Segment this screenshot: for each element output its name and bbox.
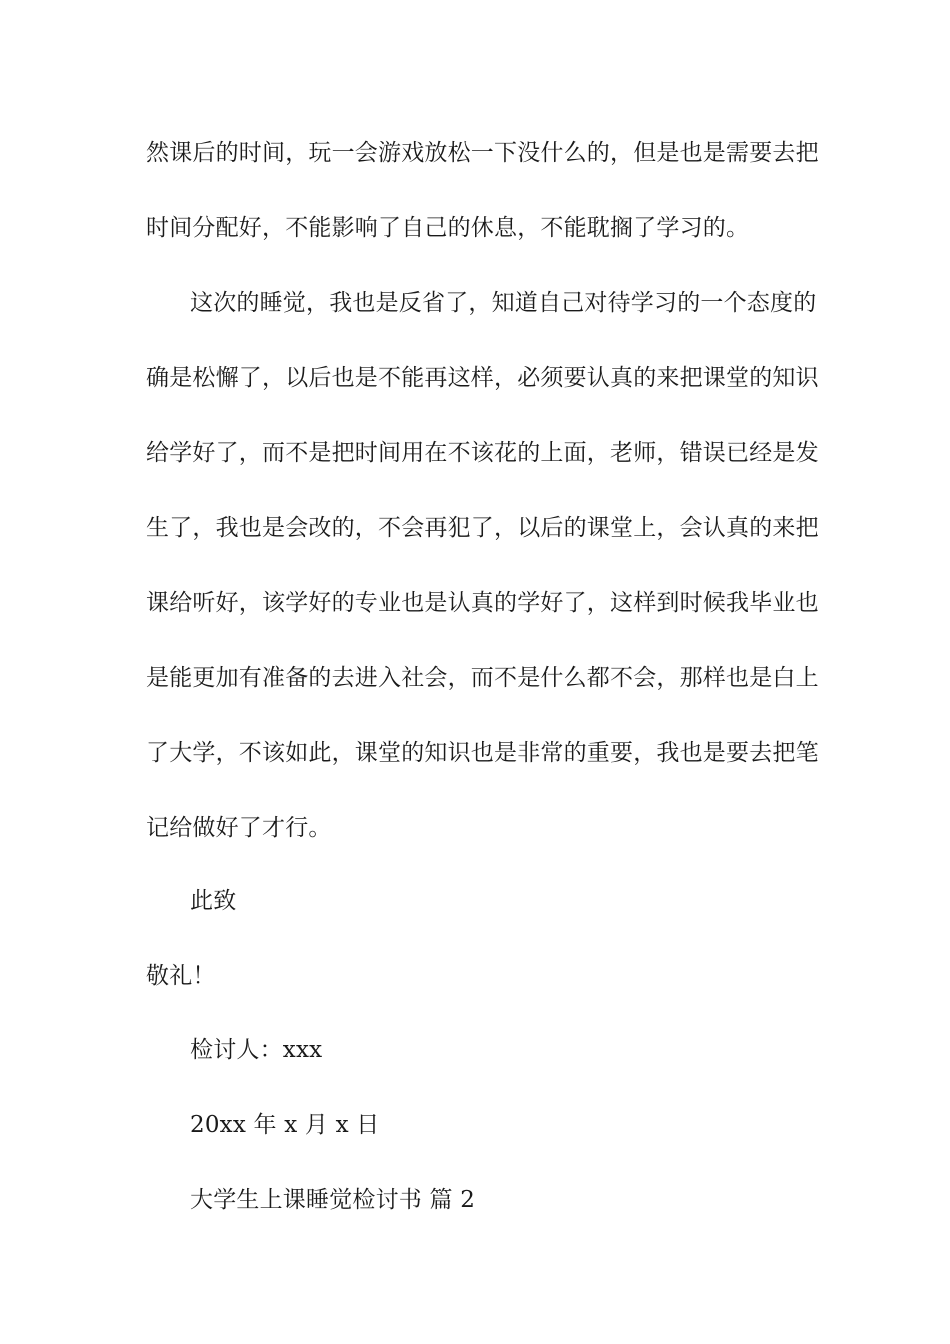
body-text-line: 课给听好，该学好的专业也是认真的学好了，这样到时候我毕业也 (146, 590, 819, 616)
body-text-line: 确是松懈了，以后也是不能再这样，必须要认真的来把课堂的知识 (146, 365, 819, 391)
body-text-line: 了大学，不该如此，课堂的知识也是非常的重要，我也是要去把笔 (146, 740, 819, 766)
body-text-line: 然课后的时间，玩一会游戏放松一下没什么的，但是也是需要去把 (146, 140, 819, 166)
body-text-line: 记给做好了才行。 (146, 815, 332, 841)
closing-regards: 敬礼！ (146, 963, 216, 989)
section-title: 大学生上课睡觉检讨书 篇 2 (190, 1187, 476, 1213)
body-text-line: 给学好了，而不是把时间用在不该花的上面，老师，错误已经是发 (146, 440, 819, 466)
body-text-line: 时间分配好，不能影响了自己的休息，不能耽搁了学习的。 (146, 215, 750, 241)
body-text-line: 生了，我也是会改的，不会再犯了，以后的课堂上，会认真的来把 (146, 515, 819, 541)
closing-salutation: 此致 (190, 888, 237, 914)
date-line: 20xx 年 x 月 x 日 (190, 1112, 380, 1138)
body-text-line: 是能更加有准备的去进入社会，而不是什么都不会，那样也是白上 (146, 665, 819, 691)
paragraph-start-line: 这次的睡觉，我也是反省了，知道自己对待学习的一个态度的 (190, 290, 817, 316)
signer-line: 检讨人：xxx (190, 1037, 323, 1063)
